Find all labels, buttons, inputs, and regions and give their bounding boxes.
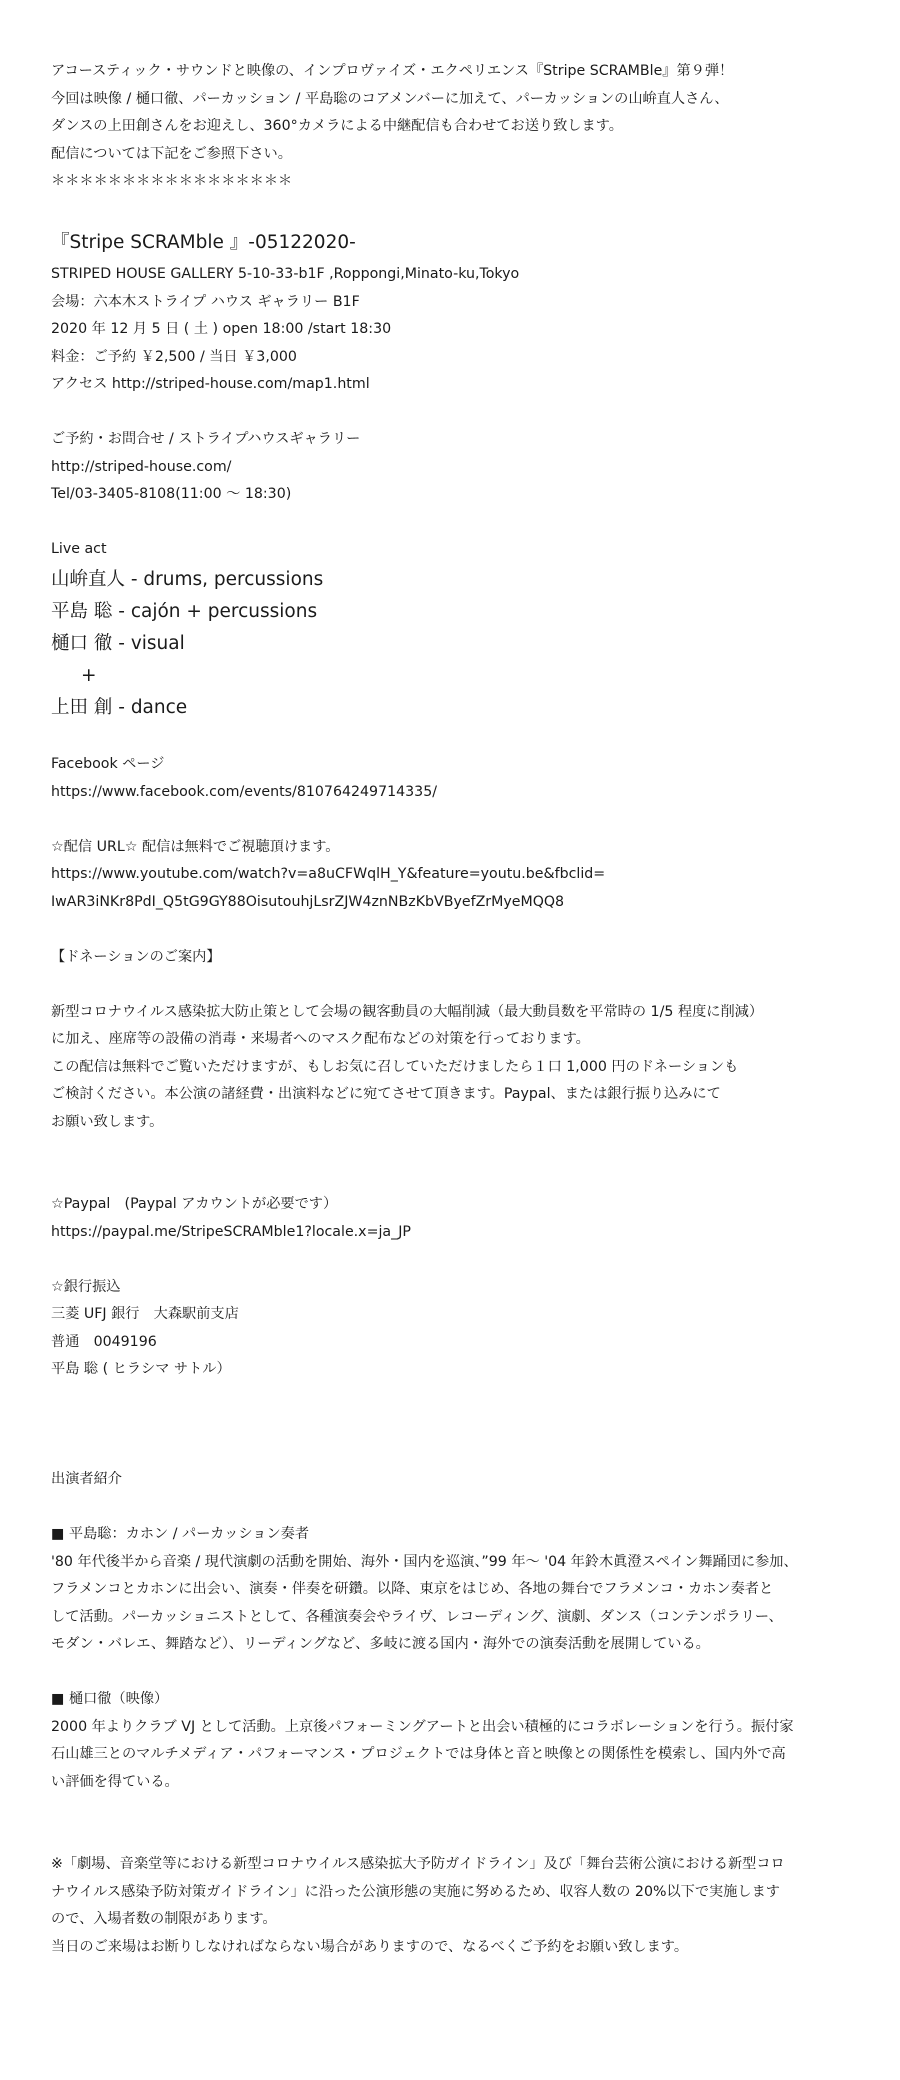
notice-text: 当日のご来場はお断りしなければならない場合がありますので、なるべくご予約をお願い致します。 [51,1938,689,1955]
event-page [51,58,851,1961]
performer-bio: い評価を得ている。 [51,1773,179,1790]
spacer [51,1659,851,1687]
notice-text: ナウイルス感染予防対策ガイドライン」に沿った公演形態の実施に努めるため、収容人数の 20%以下で実施します [51,1883,780,1900]
event-fee: 料金：ご予約 ￥2,500 / 当日 ￥3,000 [51,348,297,365]
spacer [51,1796,851,1851]
performer-bio: フラメンコとカホンに出会い、演奏・伴奏を研鑽。以降、東京をはじめ、各地の舞台でフラメンコ・カホン奏者と [51,1581,774,1597]
performer-title: ■ 樋口徹（映像） [51,1691,169,1707]
spacer [51,1439,851,1467]
live-act-item: 山峅直人 - drums, percussions [51,568,324,590]
spacer [51,196,851,224]
spacer [51,724,851,752]
notice-section [51,1851,851,1961]
donation-text: ご検討ください。本公演の諸経費・出演料などに宛てさせて頂きます。Paypal、または銀行振り込みにて [51,1086,721,1102]
live-act-item: 樋口 徹 - visual [51,632,185,654]
notice-text: ※「劇場、音楽堂等における新型コロナウイルス感染拡大予防ガイドライン」及び「舞台芸術公演における新型コロ [51,1856,785,1872]
donation-section [51,944,851,1137]
paypal-label: ☆Paypal (Paypal アカウントが必要です） [51,1196,338,1212]
spacer [51,1246,851,1274]
notice-text: ので、入場者数の制限があります。 [51,1911,277,1927]
performers-heading: 出演者紹介 [51,1471,122,1487]
spacer [51,1136,851,1191]
performer-bio: 2000 年よりクラブ VJ として活動。上京後パフォーミングアートと出会い積極的にコラボレーションを行う。振付家 [51,1718,794,1735]
event-venue: 会場：六本木ストライプ ハウス ギャラリー B1F [51,293,360,310]
live-act-label: Live act [51,541,107,557]
spacer [51,509,851,537]
stream-label: ☆配信 URL☆ 配信は無料でご視聴頂けます。 [51,838,340,855]
intro-section [51,58,851,196]
performer-bio: して活動。パーカッショニストとして、各種演奏会やライヴ、レコーディング、演劇、ダンス（コンテンポラリー、 [51,1608,783,1625]
stream-url-line: IwAR3iNKr8PdI_Q5tG9GY88OisutouhjLsrZJW4znNBzKbVByefZrMyeMQQ8 [51,893,565,910]
spacer [51,806,851,834]
donation-text: この配信は無料でご覧いただけますが、もしお気に召していただけましたら１口 1,000 円のドネーションも [51,1058,739,1075]
facebook-url-link[interactable]: https://www.facebook.com/events/810764249714335/ [51,783,438,800]
stream-url-link[interactable] [51,861,851,916]
facebook-label: Facebook ページ [51,756,165,772]
spacer [51,399,851,427]
live-act-section [51,536,851,724]
live-act-plus: + [81,664,97,686]
performer-title: ■ 平島聡：カホン / パーカッション奏者 [51,1526,310,1542]
intro-line: アコースティック・サウンドと映像の、インプロヴァイズ・エクペリエンス『Stripe SCRAMBle』第９弾！ [51,63,734,79]
event-access-link[interactable]: アクセス http://striped-house.com/map1.html [51,376,370,392]
intro-line: 配信については下記をご参照下さい。 [51,145,292,162]
performers-section [51,1466,851,1796]
paypal-url-link[interactable]: https://paypal.me/StripeSCRAMble1?locale.x=ja_JP [51,1223,411,1240]
intro-line: ダンスの上田創さんをお迎えし、360°カメラによる中継配信も合わせてお送り致します。 [51,118,623,134]
donation-heading: 【ドネーションのご案内】 [51,948,221,965]
stream-section [51,834,851,917]
contact-label: ご予約・お問合せ / ストライプハウスギャラリー [51,431,361,447]
spacer [51,1384,851,1439]
intro-line: 今回は映像 / 樋口徹、パーカッション / 平島聡のコアメンバーに加えて、パーカッションの山峅直人さん、 [51,90,729,107]
donation-text: お願い致します。 [51,1113,164,1130]
bank-section [51,1274,851,1384]
bank-label: ☆銀行振込 [51,1278,121,1295]
stream-url-line: https://www.youtube.com/watch?v=a8uCFWqlH_Y&feature=youtu.be&fbclid= [51,866,606,882]
performer-bio: 石山雄三とのマルチメディア・パフォーマンス・プロジェクトでは身体と音と映像との関係性を模索し、国内外で高 [51,1746,786,1762]
contact-tel: Tel/03-3405-8108(11:00 〜 18:30) [51,486,292,502]
spacer [51,1494,851,1522]
contact-url-link[interactable]: http://striped-house.com/ [51,458,232,475]
donation-text: 新型コロナウイルス感染拡大防止策として会場の観客動員の大幅削減（最大動員数を平常時の 1/5 程度に削減） [51,1003,764,1020]
spacer [51,916,851,944]
facebook-section [51,751,851,806]
live-act-item: 上田 創 - dance [51,696,188,718]
event-date: 2020 年 12 月 5 日 ( 土 ) open 18:00 /start 18:30 [51,321,392,337]
performer-bio: モダン・バレエ、舞踏など）、リーディングなど、多岐に渡る国内・海外での演奏活動を展開している。 [51,1636,710,1652]
contact-section [51,426,851,509]
asterisk-divider: ＊＊＊＊＊＊＊＊＊＊＊＊＊＊＊＊＊ [51,173,293,189]
bank-holder: 平島 聡 ( ヒラシマ サトル） [51,1361,231,1377]
performer-bio: '80 年代後半から音楽 / 現代演劇の活動を開始、海外・国内を巡演、”99 年〜 '04 年鈴木眞澄スペイン舞踊団に参加、 [51,1553,798,1570]
spacer [51,971,851,999]
event-info-section [51,227,851,399]
event-address: STRIPED HOUSE GALLERY 5-10-33-b1F ,Roppongi,Minato-ku,Tokyo [51,266,520,282]
donation-text: に加え、座席等の設備の消毒・来場者へのマスク配布などの対策を行っております。 [51,1031,590,1047]
bank-name: 三菱 UFJ 銀行 大森駅前支店 [51,1306,239,1322]
bank-account: 普通 0049196 [51,1333,157,1350]
event-title: 『Stripe SCRAMble 』-05122020- [51,232,356,253]
live-act-item: 平島 聡 - cajón + percussions [51,600,318,622]
paypal-section [51,1191,851,1246]
